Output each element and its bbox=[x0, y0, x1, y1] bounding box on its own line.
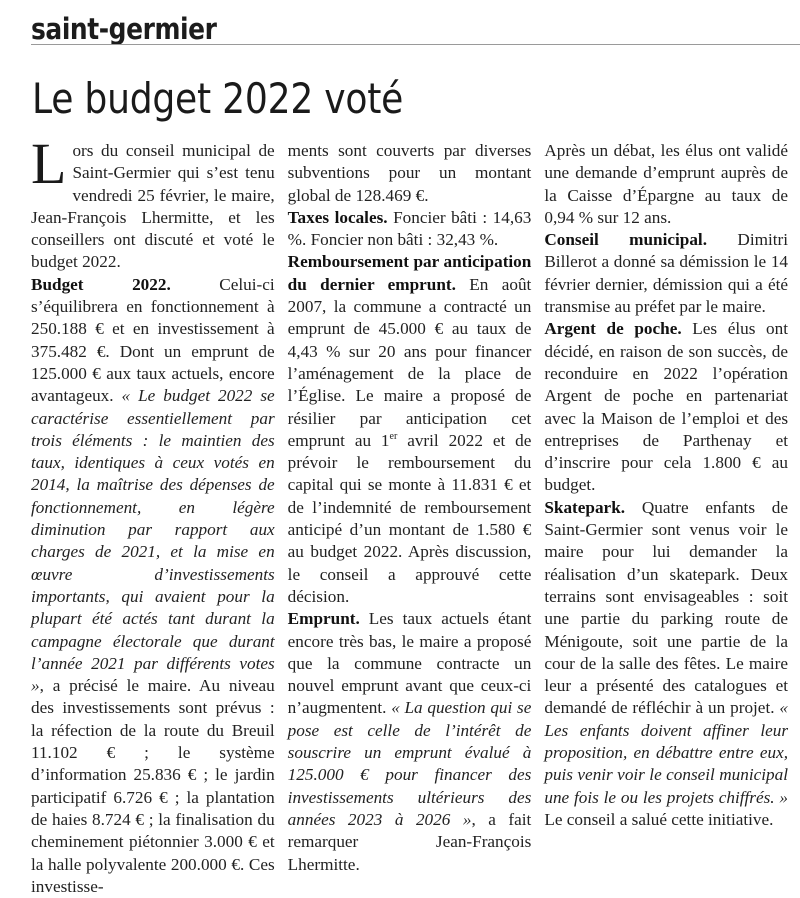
intro-text: ors du conseil municipal de Saint-Germier qui s’est tenu vendredi 25 février, le maire, Jean-François Lhermitte, et les conseillers ont discuté et voté le budget 2022. bbox=[31, 141, 275, 272]
budget-text: Celui-ci s’équilibrera en fonctionnement à 250.188 € et en investissement à 375.482 €. Dont un emprunt de 125.000 € aux taux actuels, encore avantageux. bbox=[31, 274, 275, 406]
ordinal-superscript: er bbox=[389, 430, 398, 442]
emprunt-text-continued: , a fait remarquer Jean-François Lhermitte. bbox=[287, 809, 532, 874]
article-column-3 bbox=[544, 140, 788, 840]
remboursement-text-continued: avril 2022 et de prévoir le remboursement du capital qui se monte à 11.831 € et de l’indemnité de remboursement anticipé d’un montant de 1.580 € au budget 2022. Après discussion, le conseil a approuvé cette décision. bbox=[287, 430, 532, 606]
paragraph-lead-emprunt: Emprunt. bbox=[287, 609, 360, 629]
budget-text-continued: , a précisé le maire. Au niveau des investissements sont prévus : la réfection de la route du Breuil 11.102 € ; le système d’information 25.836 € ; le jardin participatif 6.726 € ; la plantation de haies 8.724 € ; la finalisation du cheminement piétonnier 3.000 € et la halle polyvalente 200.000 €. Ces investisse- bbox=[31, 676, 275, 896]
paragraph-conseil bbox=[544, 229, 788, 318]
skatepark-quote: « Les enfants doivent affiner leur proposition, en débattre entre eux, puis venir voir le conseil municipal une fois le ou les projets chiffrés. » bbox=[544, 698, 789, 807]
drop-cap: L bbox=[31, 131, 67, 196]
paragraph-budget-continued bbox=[288, 140, 532, 207]
section-label: saint-germier bbox=[31, 12, 217, 46]
article-headline: Le budget 2022 voté bbox=[32, 74, 404, 123]
paragraph-lead-skatepark: Skatepark. bbox=[544, 497, 626, 517]
skatepark-text: Quatre enfants de Saint-Germier sont venus voir le maire pour lui demander la réalisation d’un skatepark. Deux terrains sont envisageables : soit une partie du parking route de Ménigoute, soit une partie de la cour de la salle des fêtes. Le maire leur a présenté des catalogues et demandé de réfléchir à un projet. bbox=[544, 497, 789, 718]
paragraph-emprunt-continued bbox=[544, 140, 788, 229]
paragraph-budget bbox=[31, 274, 275, 898]
taxes-text: Foncier bâti : 14,63 %. Foncier non bâti : 32,43 %. bbox=[287, 207, 532, 250]
emprunt-text: Les taux actuels étant encore très bas, le maire a proposé que la commune contracte un nouvel emprunt avant que ceux-ci n’augmentent. bbox=[287, 609, 532, 718]
paragraph-lead-argent-de-poche: Argent de poche. bbox=[544, 319, 682, 339]
article-column-2 bbox=[287, 140, 532, 874]
budget-continuation-text: ments sont couverts par diverses subventions pour un montant global de 128.469 €. bbox=[287, 141, 532, 205]
argent-de-poche-text: Les élus ont décidé, en raison de son succès, de reconduire en 2022 l’opération Argent de poche en partenariat avec la Maison de l’emploi et des entreprises de Parthenay et d’inscrire pour cela 1.800 € au budget. bbox=[544, 319, 789, 495]
paragraph-argent-de-poche bbox=[544, 318, 788, 496]
article-body bbox=[31, 131, 789, 896]
emprunt-continuation-text: Après un débat, les élus ont validé une demande d’emprunt auprès de la Caisse d’Épargne au taux de 0,94 % sur 12 ans. bbox=[544, 141, 789, 227]
article-column-1 bbox=[31, 131, 275, 896]
conseil-text: Dimitri Billerot a donné sa démission le 14 février dernier, démission qui a été transmise au préfet par le maire. bbox=[544, 230, 789, 317]
paragraph-lead-budget: Budget 2022. bbox=[31, 274, 171, 294]
budget-quote: « Le budget 2022 se caractérise essentiellement par trois éléments : le maintien des taux, identiques à ceux votés en 2014, la maîtrise des dépenses de fonctionnement, en légère diminution par rapport aux charges de 2021, et la mise en œuvre d’investissements importants, qui avaient pour la plupart été actés tant durant la campagne électorale que durant l’année 2021 par différents votes » bbox=[31, 386, 275, 696]
paragraph-skatepark bbox=[544, 497, 788, 831]
remboursement-text: En août 2007, la commune a contracté un emprunt de 45.000 € au taux de 4,43 % sur 20 ans pour financer l’aménagement de la place de l’Église. Le maire a proposé de résilier par anticipation cet emprunt au 1 bbox=[287, 274, 532, 450]
paragraph-lead-remboursement: Remboursement par anticipation du dernier emprunt. bbox=[287, 252, 532, 294]
intro-paragraph bbox=[31, 131, 275, 274]
emprunt-quote: « La question qui se pose est celle de l’intérêt de souscrire un emprunt évalué à 125.000 € pour financer des investissements ultérieurs des années 2023 à 2026 » bbox=[287, 698, 532, 829]
skatepark-text-continued: Le conseil a salué cette initiative. bbox=[544, 809, 774, 829]
paragraph-emprunt bbox=[288, 608, 532, 876]
paragraph-lead-conseil: Conseil municipal. bbox=[544, 230, 708, 250]
paragraph-remboursement bbox=[288, 251, 532, 608]
paragraph-lead-taxes: Taxes locales. bbox=[287, 207, 388, 227]
paragraph-taxes bbox=[288, 207, 532, 252]
section-divider bbox=[31, 44, 800, 45]
